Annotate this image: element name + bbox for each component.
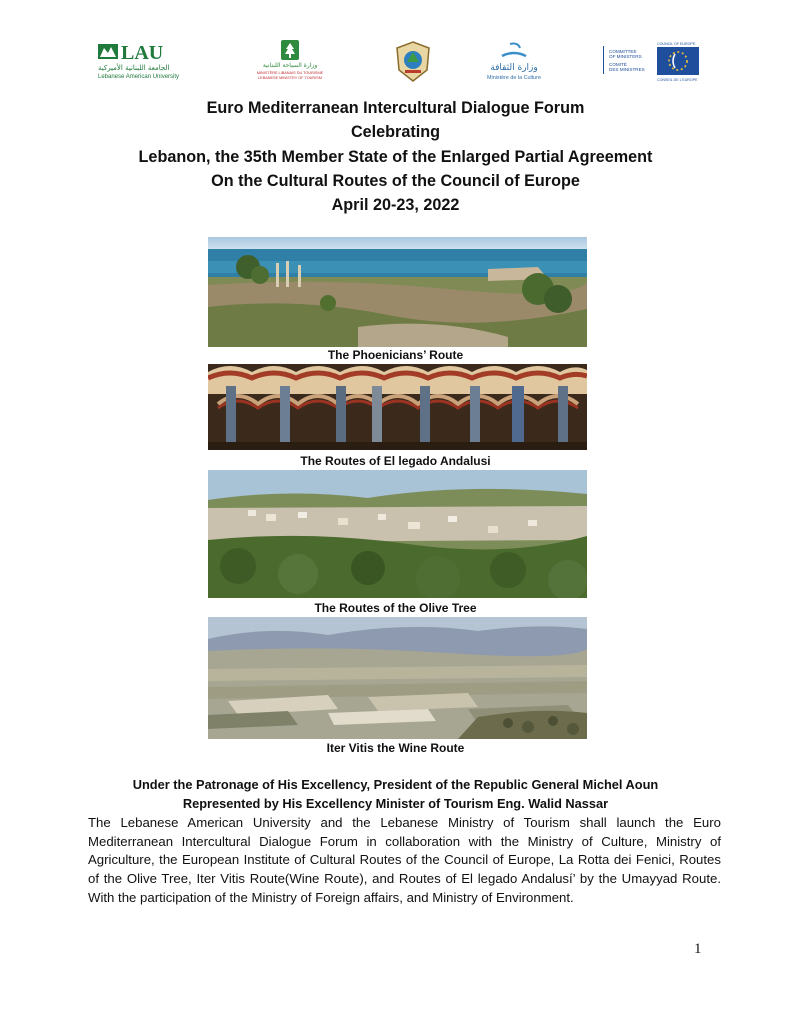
logo-row (0, 40, 791, 84)
andalusi-route-photo (208, 364, 587, 450)
title-member-state: Lebanon, the 35th Member State of the Enlarged Partial Agreement (138, 147, 653, 166)
forum-title: Euro Mediterranean Intercultural Dialogue Forum (206, 99, 585, 117)
lau-logo-arabic: الجامعة اللبنانية الأميركية (98, 64, 170, 72)
lau-logo-name: LAU (121, 42, 164, 64)
tourism-ministry-logo (255, 40, 325, 84)
wine-route-photo (208, 617, 587, 739)
phoenicians-route-photo (208, 237, 587, 347)
council-of-europe-logo (603, 40, 701, 84)
title-celebrating: Celebrating (350, 123, 441, 142)
patronage-block (60, 776, 731, 813)
lau-logo (97, 40, 189, 84)
andalusi-route-caption: The Routes of El legado Andalusi (300, 454, 491, 468)
title-cultural-routes: On the Cultural Routes of the Council of Europe (211, 171, 580, 190)
patronage-line: Under the Patronage of His Excellency, President of the Republic General Michel Aoun (132, 777, 659, 792)
coe-logo-line1: COMMITTEE (609, 49, 637, 54)
olive-tree-route-caption: The Routes of the Olive Tree (314, 601, 477, 615)
coe-logo-line4: DES MINISTRES (609, 67, 645, 72)
tourism-logo-arabic: وزارة السياحة اللبنانية (262, 62, 318, 69)
representation-line: Represented by His Excellency Minister of Tourism Eng. Walid Nassar (182, 795, 609, 811)
lau-logo-subtitle: Lebanese American University (98, 74, 180, 80)
page-number: 1 (694, 941, 702, 957)
culture-ministry-logo (484, 40, 544, 84)
coe-logo-top: COUNCIL OF EUROPE (657, 42, 696, 46)
event-dates: April 20-23, 2022 (331, 196, 460, 215)
forum-title-block (60, 96, 731, 217)
culture-logo-arabic: وزارة الثقافة (490, 63, 538, 73)
tourism-logo-line2: LEBANESE MINISTRY OF TOURISM (258, 76, 322, 80)
coe-logo-line2: OF MINISTERS (609, 54, 642, 59)
ministry-seal-logo (393, 40, 433, 84)
coe-logo-bottom: CONSEIL DE L'EUROPE (657, 78, 698, 82)
olive-tree-route-photo (208, 470, 587, 598)
body-paragraph: The Lebanese American University and the Lebanese Ministry of Tourism shall launch the Euro Mediterranean Intercultural Dialogue Forum in collaboration with the Ministry of Culture, Ministry of Agriculture, the European Institute of Cultural Routes of the Council of Europe, La Rotta dei Fenici, Routes of the Olive Tree, Iter Vitis Route(Wine Route), and Routes of El legado Andalusí’ by the Umayyad Route. With the participation of the Ministry of Foreign affairs, and Ministry of Environment. (88, 815, 721, 905)
wine-route-caption: Iter Vitis the Wine Route (326, 741, 465, 755)
phoenicians-route-caption: The Phoenicians’ Route (327, 348, 464, 362)
coe-logo-line3: COMITÉ (609, 62, 627, 67)
tourism-logo-line1: MINISTÈRE LIBANAIS DU TOURISME (256, 71, 324, 75)
culture-logo-latin: Ministère de la Culture (487, 75, 541, 81)
